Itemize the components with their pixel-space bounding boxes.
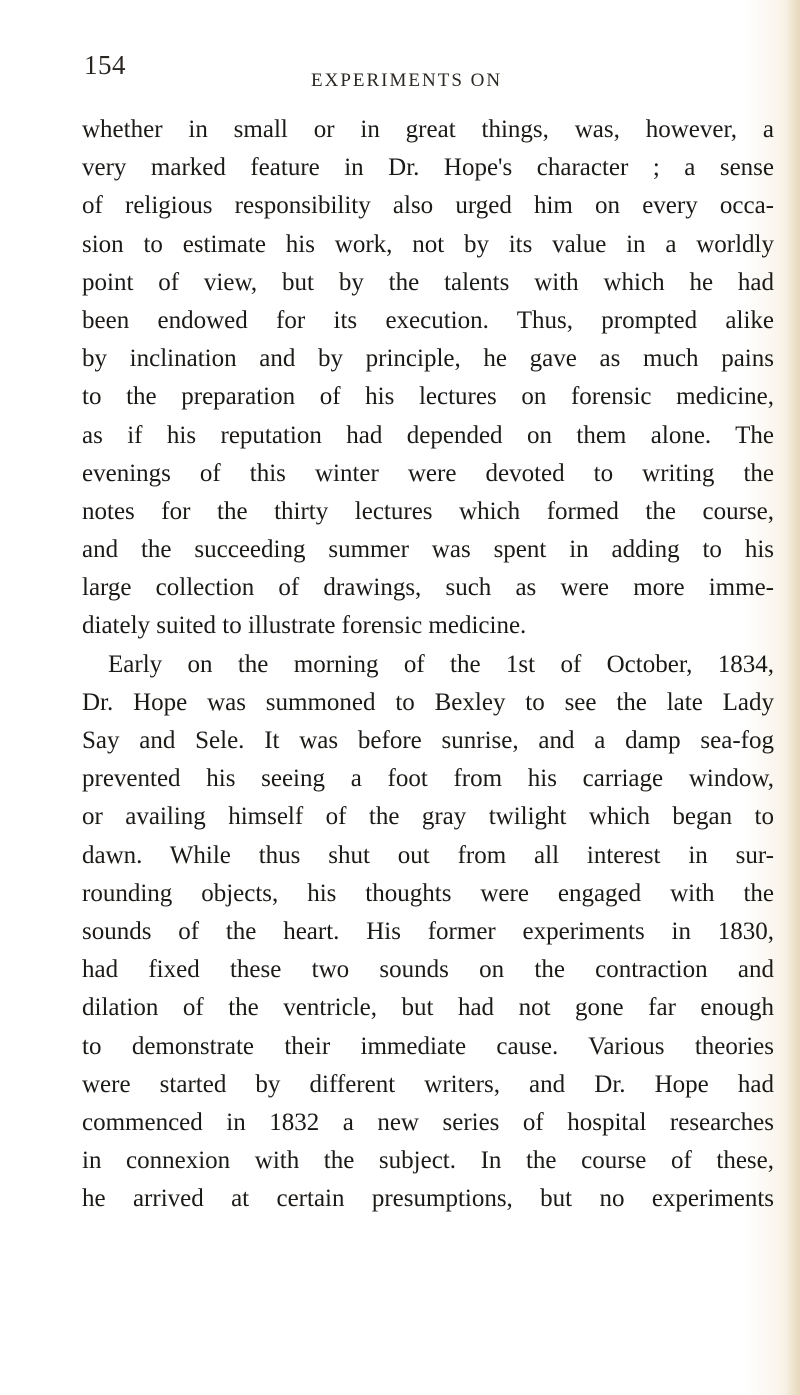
text-line: notes for the thirty lectures which formed the course,: [82, 497, 774, 525]
text-line: sounds of the heart. His former experiments in 1830,: [82, 917, 774, 945]
text-line: sion to estimate his work, not by its value in a worldly: [82, 230, 774, 258]
text-line: of religious responsibility also urged him on every occa-: [82, 192, 774, 220]
text-line: in connexion with the subject. In the course of these,: [82, 1147, 774, 1175]
text-line: very marked feature in Dr. Hope's character ; a sense: [82, 154, 774, 182]
running-head: EXPERIMENTS ON: [311, 70, 503, 91]
text-line: whether in small or in great things, was, however, a: [82, 116, 774, 143]
text-line: had fixed these two sounds on the contraction and: [82, 956, 774, 984]
text-line: and the succeeding summer was spent in adding to his: [82, 536, 774, 564]
text-line: diately suited to illustrate forensic medicine.: [82, 612, 527, 640]
page-number: 154: [84, 50, 126, 80]
text-line: point of view, but by the talents with which he had: [82, 268, 774, 296]
text-line: by inclination and by principle, he gave as much pains: [82, 345, 774, 373]
text-line: to demonstrate their immediate cause. Various theories: [82, 1032, 774, 1060]
text-line: been endowed for its execution. Thus, prompted alike: [82, 306, 774, 334]
text-line: prevented his seeing a foot from his carriage window,: [82, 765, 774, 793]
text-line: Early on the morning of the 1st of October, 1834,: [108, 650, 774, 678]
text-line: rounding objects, his thoughts were engaged with the: [82, 879, 774, 907]
text-line: dilation of the ventricle, but had not gone far enough: [82, 994, 774, 1022]
body-text: [82, 111, 774, 1218]
page-edge-stain: [786, 0, 800, 1395]
text-line: Dr. Hope was summoned to Bexley to see the late Lady: [82, 688, 774, 716]
text-line: Say and Sele. It was before sunrise, and a damp sea-fog: [82, 727, 774, 754]
text-line: or availing himself of the gray twilight which began to: [82, 803, 774, 831]
text-line: large collection of drawings, such as were more imme-: [82, 574, 774, 602]
text-line: were started by different writers, and Dr. Hope had: [82, 1070, 774, 1098]
text-line: commenced in 1832 a new series of hospital researches: [82, 1108, 774, 1136]
text-line: dawn. While thus shut out from all interest in sur-: [82, 841, 774, 869]
text-line: as if his reputation had depended on them alone. The: [82, 421, 774, 449]
text-line: he arrived at certain presumptions, but no experiments: [82, 1185, 774, 1213]
text-line: evenings of this winter were devoted to writing the: [82, 459, 774, 487]
text-line: to the preparation of his lectures on forensic medicine,: [82, 383, 774, 411]
